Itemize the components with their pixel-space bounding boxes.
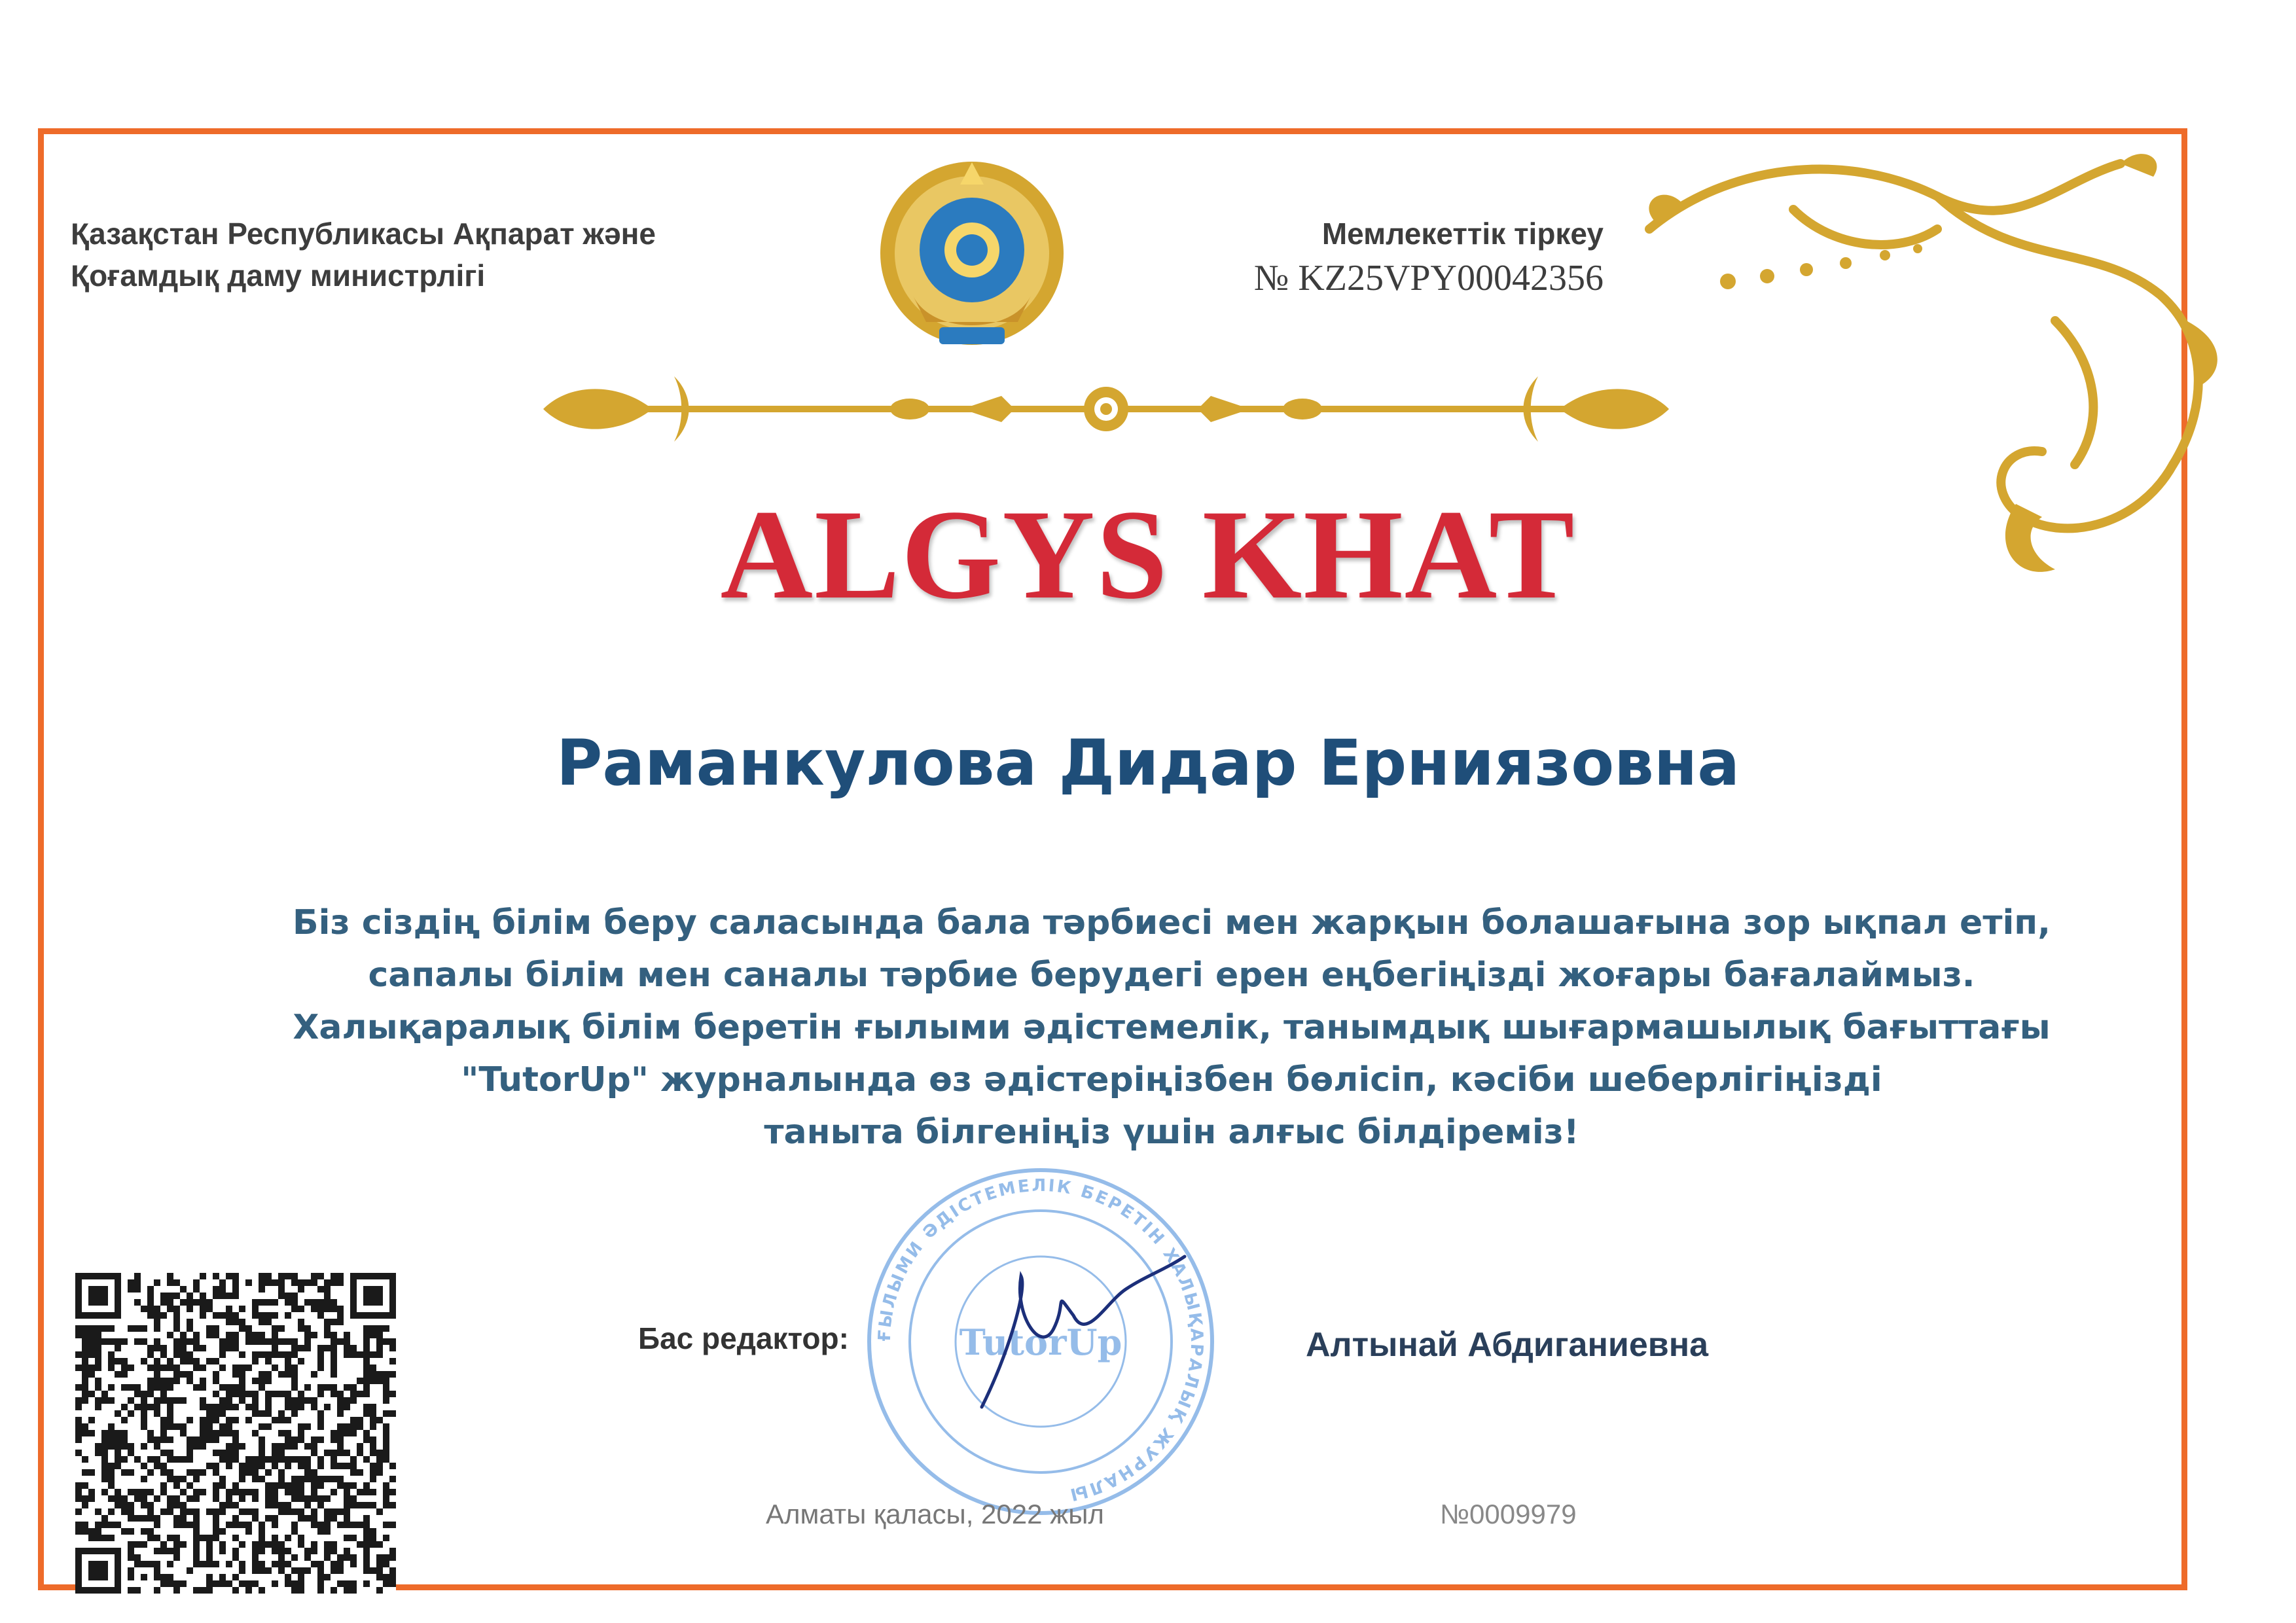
ministry-line-1: Қазақстан Республикасы Ақпарат және	[71, 217, 656, 251]
ministry-line-2: Қоғамдық даму министрлігі	[71, 259, 486, 293]
editor-name: Алтынай Абдиганиевна	[1306, 1326, 1709, 1364]
body-line-4: "TutorUp" журналында өз әдістеріңізбен бөлісіп, кәсіби шеберлігіңізді	[461, 1060, 1882, 1099]
editor-label: Бас редактор:	[638, 1321, 849, 1355]
certificate-number: №0009979	[1440, 1499, 1577, 1529]
body-line-2: сапалы білім мен саналы тәрбие берудегі ерен еңбегіңізді жоғары бағалаймыз.	[368, 955, 1975, 995]
registration-label: Мемлекеттік тіркеу	[1321, 217, 1604, 251]
qr-code	[75, 1273, 396, 1594]
state-registration	[1254, 213, 1604, 302]
stamp-outer-text: ҒЫЛЫМИ ӘДІСТЕМЕЛІК БЕРЕТІН ХАЛЫҚАРАЛЫҚ ЖУРНАЛЫ	[874, 1175, 1207, 1505]
body-line-5: таныта білгеніңіз үшін алғыс білдіреміз!	[764, 1113, 1579, 1152]
state-emblem-icon	[874, 152, 1070, 361]
official-stamp-icon	[857, 1158, 1224, 1525]
body-line-3: Халықаралық білім беретін ғылыми әдістемелік, танымдық шығармашылық бағыттағы	[293, 1008, 2051, 1047]
registration-number: № KZ25VPY00042356	[1253, 258, 1604, 298]
gold-divider-ornament	[543, 370, 1669, 448]
ministry-name	[71, 213, 823, 296]
stamp-center-text: TutorUp	[959, 1321, 1122, 1363]
certificate-title: ALGYS KHAT	[720, 484, 1576, 626]
recipient-name: Раманкулова Дидар Ерниязовна	[556, 726, 1740, 800]
city-year: Алматы қаласы, 2022 жыл	[766, 1499, 1104, 1529]
gratitude-text	[164, 897, 2179, 1158]
body-line-1: Біз сіздің білім беру саласында бала тәрбиесі мен жарқын болашағына зор ықпал етіп,	[293, 903, 2051, 942]
